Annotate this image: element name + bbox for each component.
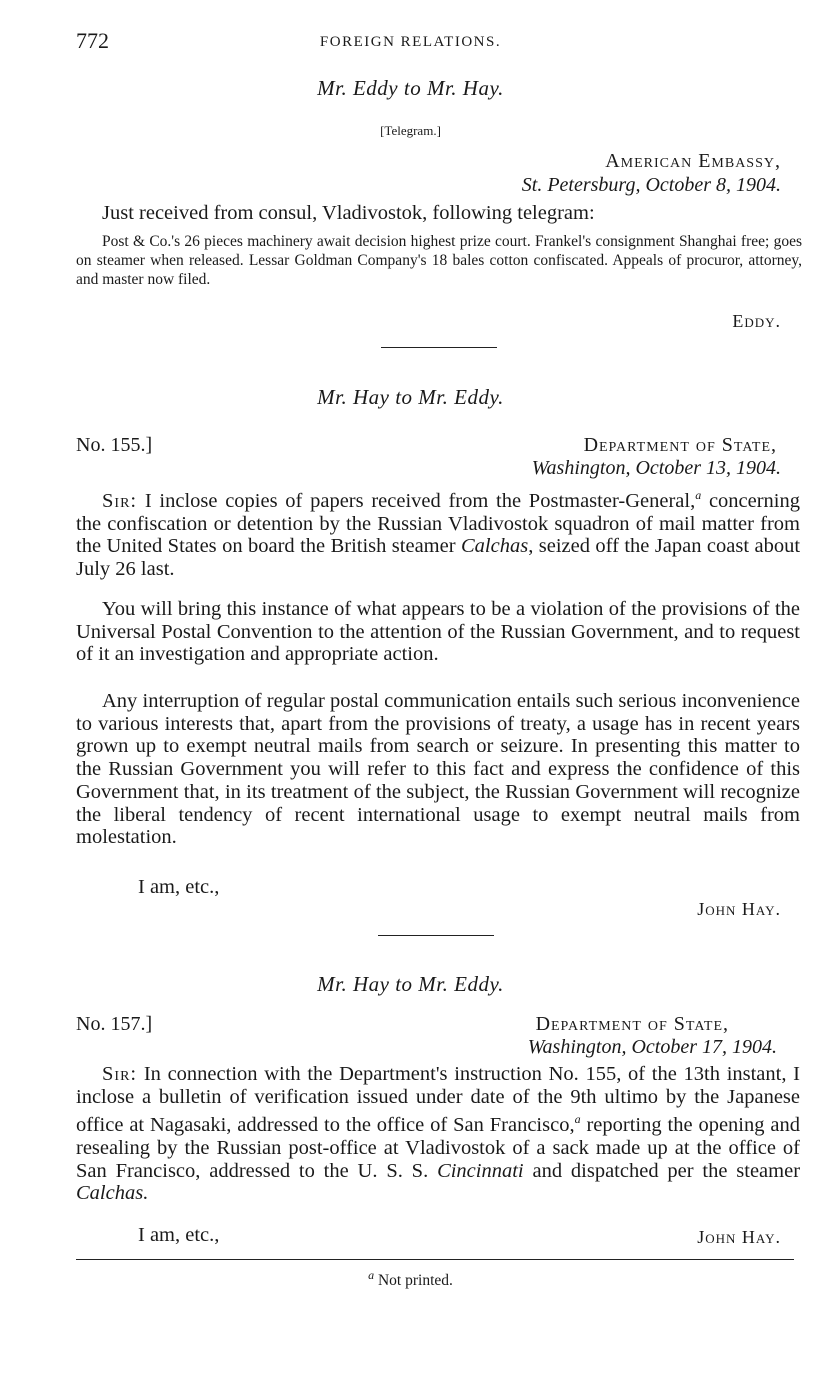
doc3-date: Washington, October 17, 1904. (527, 1036, 777, 1058)
footnote (0, 1268, 821, 1290)
doc2-p1-text-a: I inclose copies of papers received from the Postmaster-General, (144, 489, 696, 512)
doc1-heading: Mr. Eddy to Mr. Hay. (317, 76, 504, 100)
doc2-paragraph-2: You will bring this instance of what appears to be a violation of the provisions of the Universal Postal Convention to the attention of the Russian Government, and to request of it an investigation and appropriate action. (76, 598, 800, 666)
doc3-p1-text-c: and dispatched per the steamer (532, 1159, 801, 1182)
doc3-number: No. 157.] (76, 1013, 153, 1035)
doc1-intro: Just received from consul, Vladivostok, following telegram: (102, 202, 595, 224)
doc2-place: Department of State, (583, 434, 777, 456)
doc1-date: St. Petersburg, October 8, 1904. (521, 174, 781, 196)
doc3-signature: John Hay. (697, 1227, 781, 1247)
footnote-rule (76, 1259, 794, 1260)
doc2-closing: I am, etc., (138, 876, 220, 898)
doc2-signature: John Hay. (697, 899, 781, 919)
footnote-text: Not printed. (377, 1272, 453, 1290)
doc3-heading: Mr. Hay to Mr. Eddy. (317, 972, 504, 996)
doc1-telegram-note: [Telegram.] (380, 123, 441, 138)
doc3-p1-text-a: In connection with the Department's instruction No. 155, of the 13th instant, I inclose a bulletin of verification issued under date of the 9th ultimo by the Japanese office at Nagasaki, addressed to the office of San Francisco, (76, 1063, 800, 1137)
ship-name: Calchas. (76, 1182, 149, 1205)
ship-name: Cincinnati (437, 1159, 524, 1182)
doc3-place: Department of State, (535, 1013, 729, 1035)
doc2-p1-text-c: , seized off the Japan coast about July 26 last. (76, 535, 801, 580)
doc2-number: No. 155.] (76, 434, 153, 456)
ship-name: Calchas (461, 535, 529, 558)
doc1-telegram-body: Post & Co.'s 26 pieces machinery await decision highest prize court. Frankel's consignment Shanghai free; goes on steamer when released. Lessar Goldman Company's 18 bales cotton confiscated. Appeals of procuror, attorney, and master now filed. (76, 233, 802, 288)
doc2-paragraph-1 (76, 484, 800, 581)
doc3-p1-text-b: reporting the opening and resealing by the Russian post-office at Vladivostok of a sack made up at the office of San Francisco, addressed to the U. S. S. (76, 1114, 801, 1182)
doc2-p1-text-b: concerning the confiscation or detention by the Russian Vladivostok squadron of mail matter from the United States on board the British steamer (76, 489, 801, 558)
doc1-signature: Eddy. (732, 311, 781, 331)
doc2-salutation: Sir: (102, 489, 138, 512)
section-divider (378, 935, 494, 936)
doc3-salutation: Sir: (102, 1063, 138, 1085)
running-title: FOREIGN RELATIONS. (319, 34, 502, 50)
doc2-paragraph-3: Any interruption of regular postal communication entails such serious inconvenience to various interests that, apart from the provisions of treaty, a usage has in recent years grown up to exempt neutral mails from search or seizure. In presenting this matter to the Russian Government you will refer to this fact and express the confidence of this Government that, in its treatment of the subject, the Russian Government will recognize the liberal tendency of recent international usage to exempt neutral mails from molestation. (76, 690, 800, 849)
page-number: 772 (76, 28, 109, 53)
doc3-closing: I am, etc., (138, 1224, 220, 1246)
footnote-mark: a (368, 1268, 375, 1282)
section-divider (381, 347, 497, 348)
footnote-reference: a (695, 488, 702, 502)
doc1-place: American Embassy, (605, 150, 781, 172)
doc3-paragraph-1 (76, 1063, 800, 1205)
footnote-reference: a (574, 1112, 581, 1127)
doc2-date: Washington, October 13, 1904. (531, 457, 781, 479)
doc2-heading: Mr. Hay to Mr. Eddy. (317, 385, 504, 409)
